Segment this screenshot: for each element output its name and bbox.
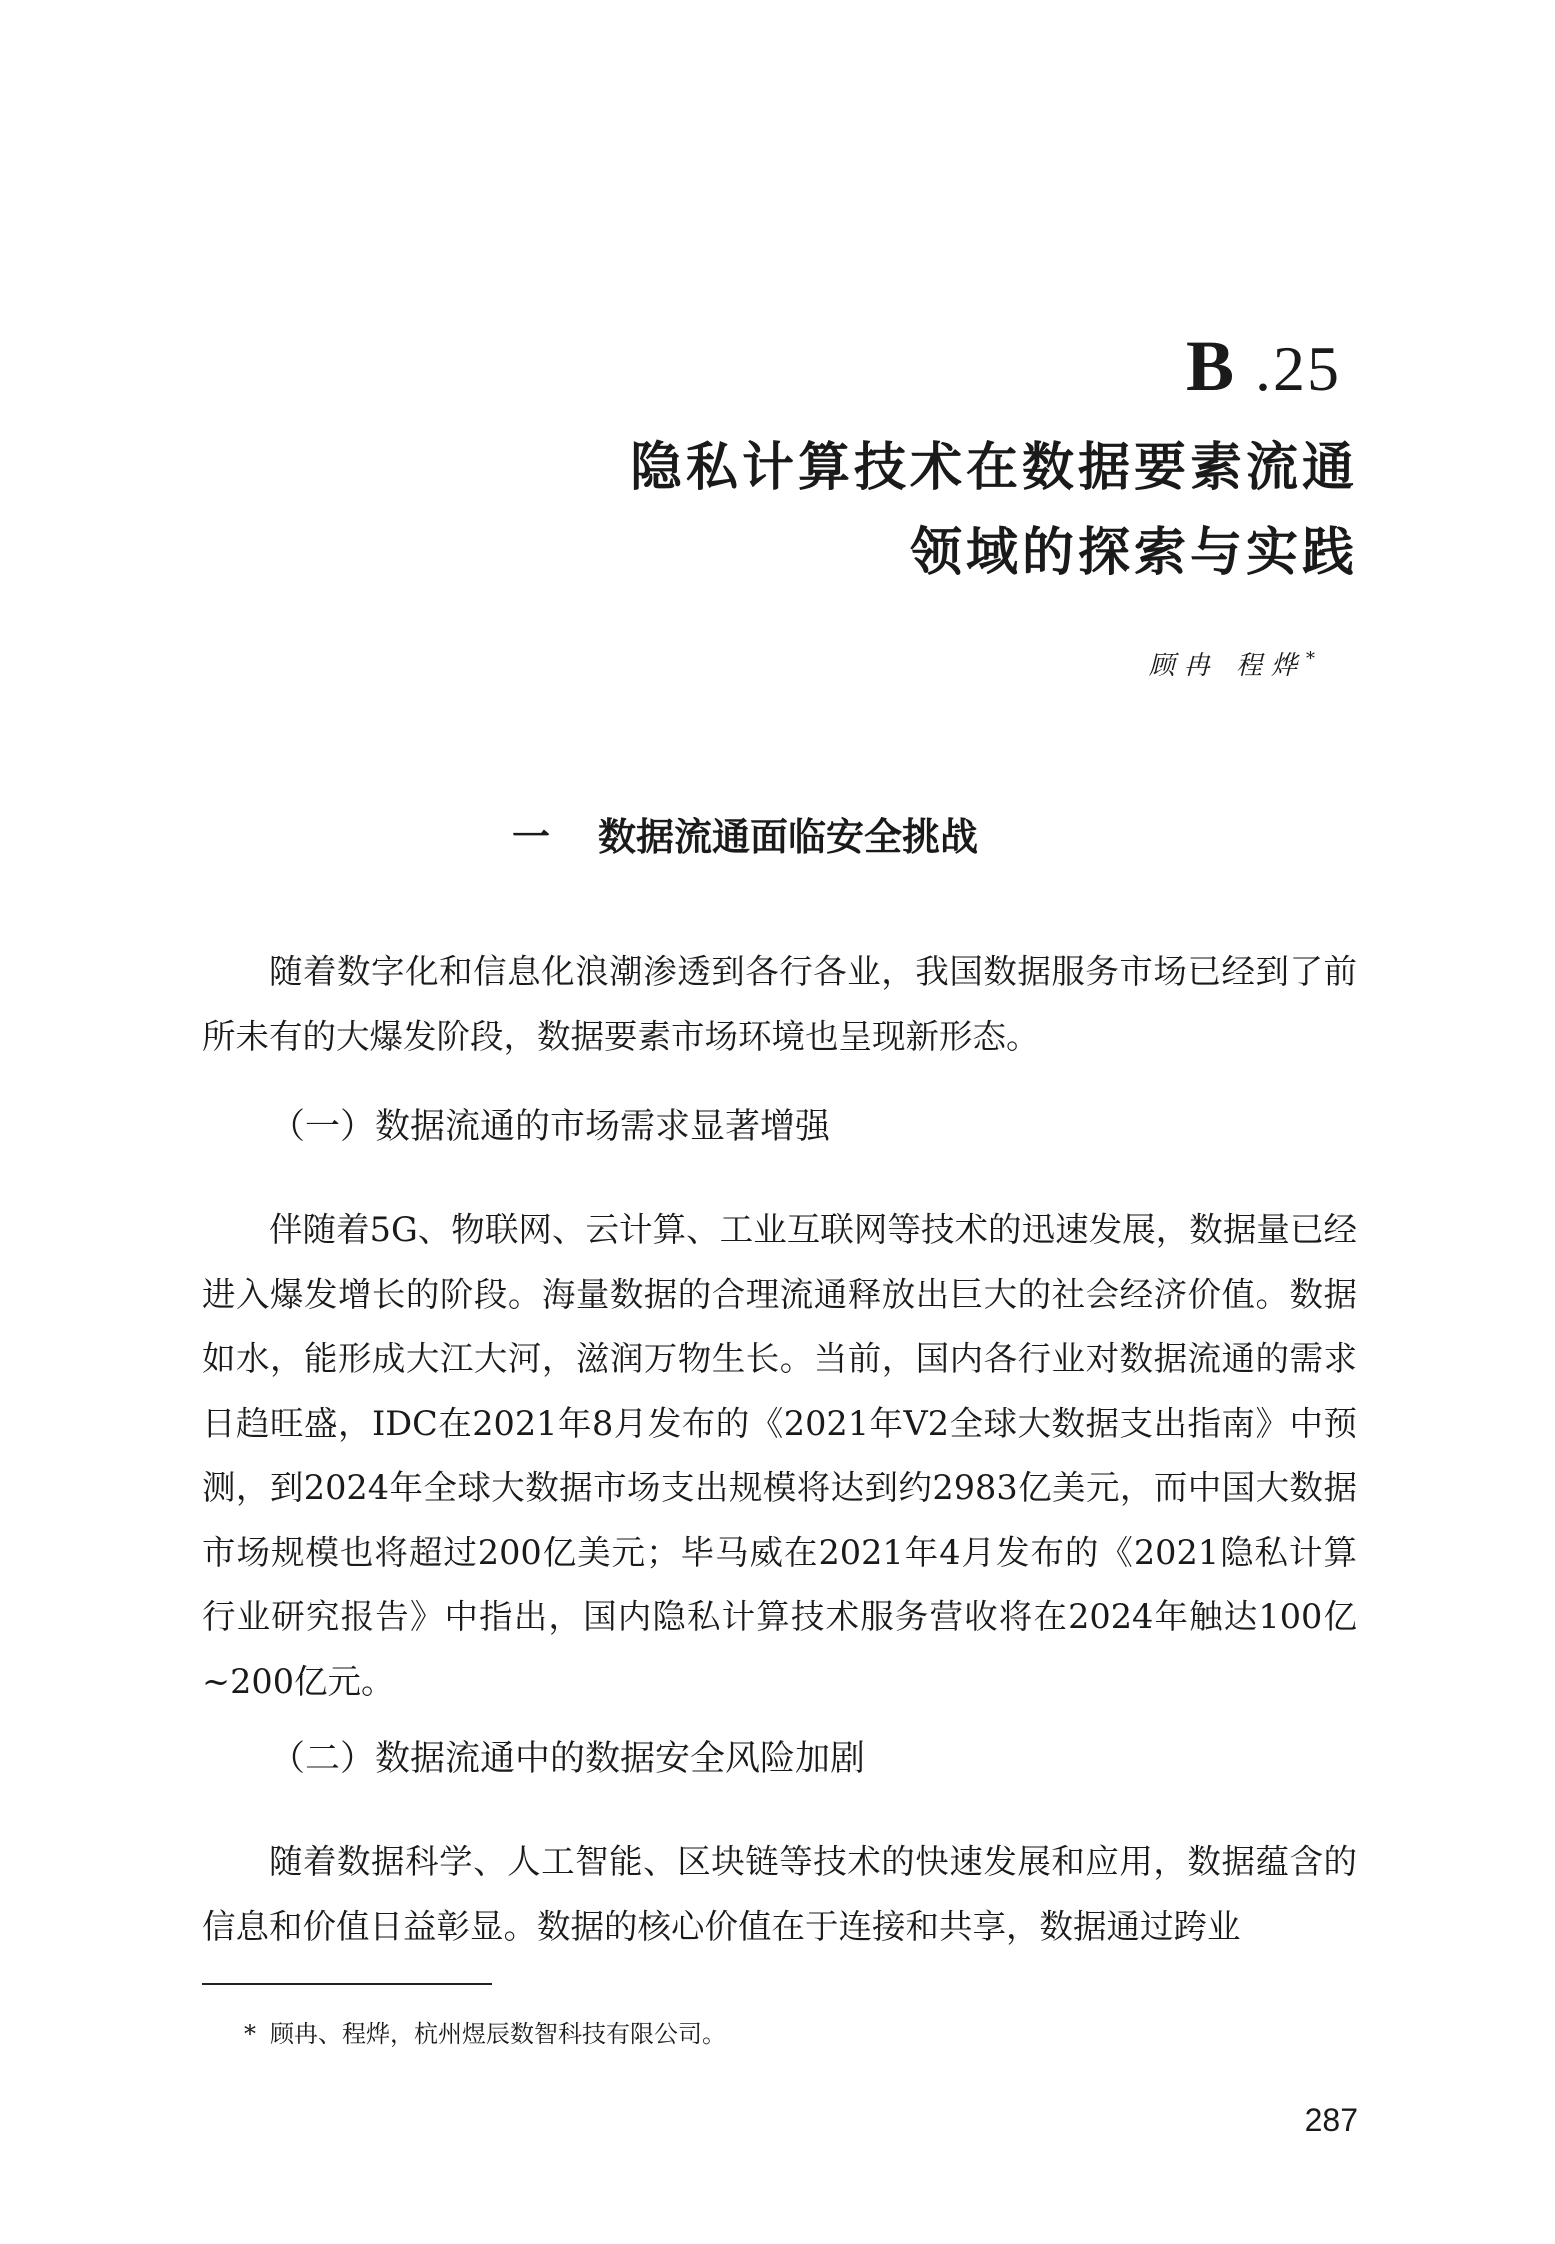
author-footnote-mark: * [1306, 648, 1315, 670]
footnote [244, 2014, 726, 2049]
chapter-prefix: B [1185, 326, 1235, 406]
page-title-line-2: 领域的探索与实践 [909, 523, 1358, 583]
section-number: 一 [512, 815, 551, 859]
section-heading [512, 815, 979, 859]
subsection-heading-1: （一）数据流通的市场需求显著增强 [270, 1107, 831, 1147]
subsection-heading-2: （二）数据流通中的数据安全风险加剧 [270, 1739, 866, 1779]
page-title-line-1: 隐私计算技术在数据要素流通 [629, 438, 1358, 498]
author-names: 顾冉 程烨 [1148, 651, 1306, 681]
page-number: 287 [1304, 2102, 1358, 2138]
section-title: 数据流通面临安全挑战 [598, 815, 979, 859]
footnote-mark: * [244, 2020, 256, 2048]
body-paragraph-1: 随着数字化和信息化浪潮渗透到各行各业，我国数据服务市场已经到了前所未有的大爆发阶段，数据要素市场环境也呈现新形态。 [202, 952, 1357, 1056]
footnote-divider [202, 1983, 492, 1985]
author-line [1149, 645, 1315, 682]
chapter-label [1185, 326, 1341, 406]
body-paragraph-2: 伴随着5G、物联网、云计算、工业互联网等技术的迅速发展，数据量已经进入爆发增长的阶段。海量数据的合理流通释放出巨大的社会经济价值。数据如水，能形成大江大河，滋润万物生长。当前，国内各行业对数据流通的需求日趋旺盛，IDC在2021年8月发布的《2021年V2全球大数据支出指南》中预测，到2024年全球大数据市场支出规模将达到约2983亿美元，而中国大数据市场规模也将超过200亿美元；毕马威在2021年4月发布的《2021隐私计算行业研究报告》中指出，国内隐私计算技术服务营收将在2024年触达100亿~200亿元。 [202, 1210, 1357, 1701]
body-paragraph-3: 随着数据科学、人工智能、区块链等技术的快速发展和应用，数据蕴含的信息和价值日益彰显。数据的核心价值在于连接和共享，数据通过跨业 [202, 1842, 1357, 1946]
footnote-text: 顾冉、程烨，杭州煜辰数智科技有限公司。 [270, 2020, 726, 2048]
chapter-number: .25 [1255, 333, 1341, 404]
